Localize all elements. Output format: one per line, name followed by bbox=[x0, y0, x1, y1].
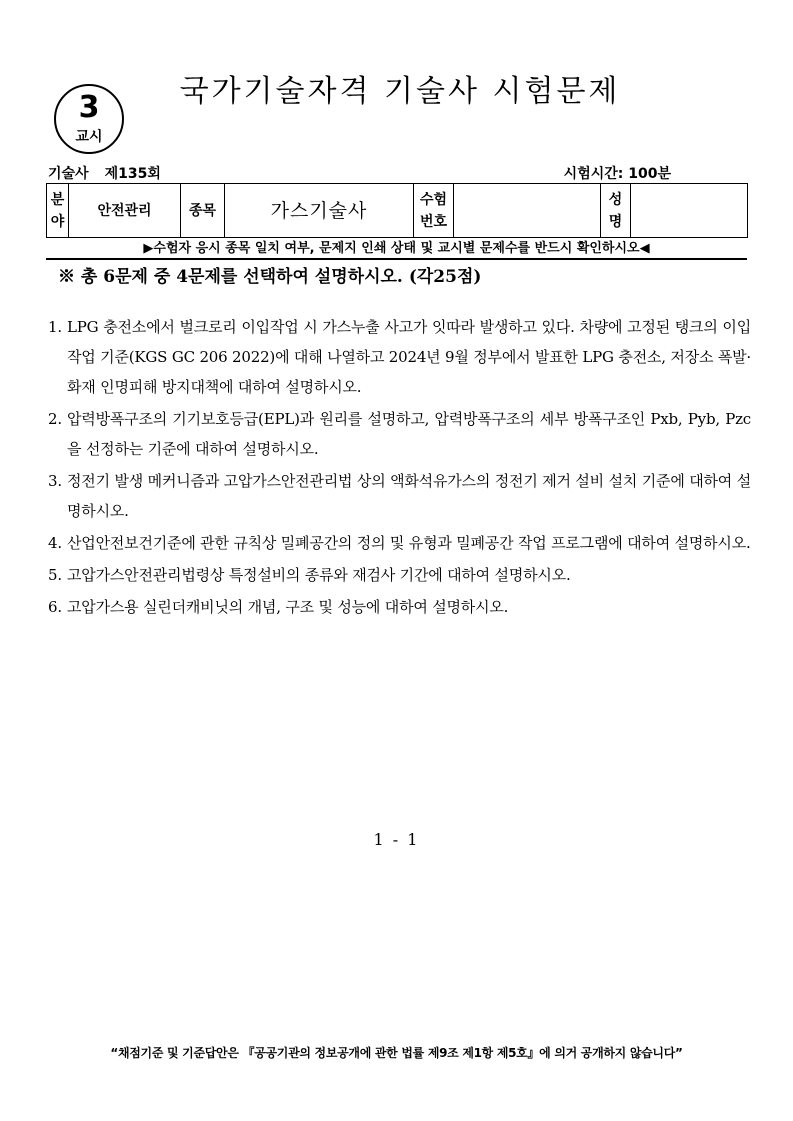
question-item bbox=[48, 592, 751, 622]
item-value: 가스기술사 bbox=[225, 184, 414, 238]
session-badge bbox=[54, 84, 124, 154]
exam-category: 기술사 bbox=[48, 166, 89, 182]
question-item bbox=[48, 466, 751, 526]
instruction-points: (각25점) bbox=[408, 267, 482, 287]
question-text: 정전기 발생 메커니즘과 고압가스안전관리법 상의 액화석유가스의 정전기 제거 설비 설치 기준에 대하여 설명하시오. bbox=[67, 472, 751, 520]
session-number: 3 bbox=[78, 90, 100, 125]
name-label: 성명 bbox=[608, 191, 623, 230]
number-label: 수험번호 bbox=[419, 191, 448, 230]
notice: ▶수험자 응시 종목 일치 여부, 문제지 인쇄 상태 및 교시별 문제수를 반드시 확인하시오◀ bbox=[143, 241, 650, 256]
question-number: 4. bbox=[48, 534, 62, 552]
question-number: 1. bbox=[48, 318, 62, 336]
info-table bbox=[46, 183, 748, 238]
field-label: 분야 bbox=[50, 191, 65, 230]
question-text: 고압가스안전관리법령상 특정설비의 종류와 재검사 기간에 대하여 설명하시오. bbox=[67, 566, 571, 584]
number-label-cell bbox=[414, 184, 454, 238]
question-text: 고압가스용 실린더캐비닛의 개념, 구조 및 성능에 대하여 설명하시오. bbox=[67, 598, 509, 616]
number-value[interactable] bbox=[454, 184, 601, 238]
item-label: 종목 bbox=[181, 184, 225, 238]
question-number: 6. bbox=[48, 598, 62, 616]
question-item bbox=[48, 560, 751, 590]
page-title: 국가기술자격 기술사 시험문제 bbox=[179, 74, 621, 109]
name-value[interactable] bbox=[631, 184, 748, 238]
question-number: 5. bbox=[48, 566, 62, 584]
question-item bbox=[48, 312, 751, 402]
exam-time: 시험시간: 100분 bbox=[563, 166, 671, 182]
exam-info bbox=[48, 163, 161, 183]
footer-disclaimer: “채점기준 및 기준답안은 『공공기관의 정보공개에 관한 법률 제9조 제1항 제5호』에 의거 공개하지 않습니다” bbox=[110, 1046, 683, 1060]
page-number: 1 - 1 bbox=[373, 830, 420, 849]
question-item bbox=[48, 404, 751, 464]
instruction bbox=[58, 264, 481, 290]
question-item bbox=[48, 528, 751, 558]
field-label-cell bbox=[47, 184, 69, 238]
question-number: 3. bbox=[48, 472, 62, 490]
question-list bbox=[48, 312, 751, 624]
question-text: 산업안전보건기준에 관한 규칙상 밀폐공간의 정의 및 유형과 밀폐공간 작업 프로그램에 대하여 설명하시오. bbox=[67, 534, 751, 552]
name-label-cell bbox=[601, 184, 631, 238]
instruction-text: ※ 총 6문제 중 4문제를 선택하여 설명하시오. bbox=[58, 267, 403, 287]
field-value: 안전관리 bbox=[69, 184, 181, 238]
exam-round: 제135회 bbox=[104, 166, 161, 182]
question-text: LPG 충전소에서 벌크로리 이입작업 시 가스누출 사고가 잇따라 발생하고 있다. 차량에 고정된 탱크의 이입작업 기준(KGS GC 206 2022)에 대해 나열하고 2024년 9월 정부에서 발표한 LPG 충전소, 저장소 폭발·화재 인명피해 방지대책에 대하여 설명하시오. bbox=[67, 318, 751, 396]
question-text: 압력방폭구조의 기기보호등급(EPL)과 원리를 설명하고, 압력방폭구조의 세부 방폭구조인 Pxb, Pyb, Pzc을 선정하는 기준에 대하여 설명하시오. bbox=[67, 410, 751, 458]
session-label: 교시 bbox=[75, 129, 103, 145]
divider bbox=[46, 258, 747, 260]
question-number: 2. bbox=[48, 410, 62, 428]
